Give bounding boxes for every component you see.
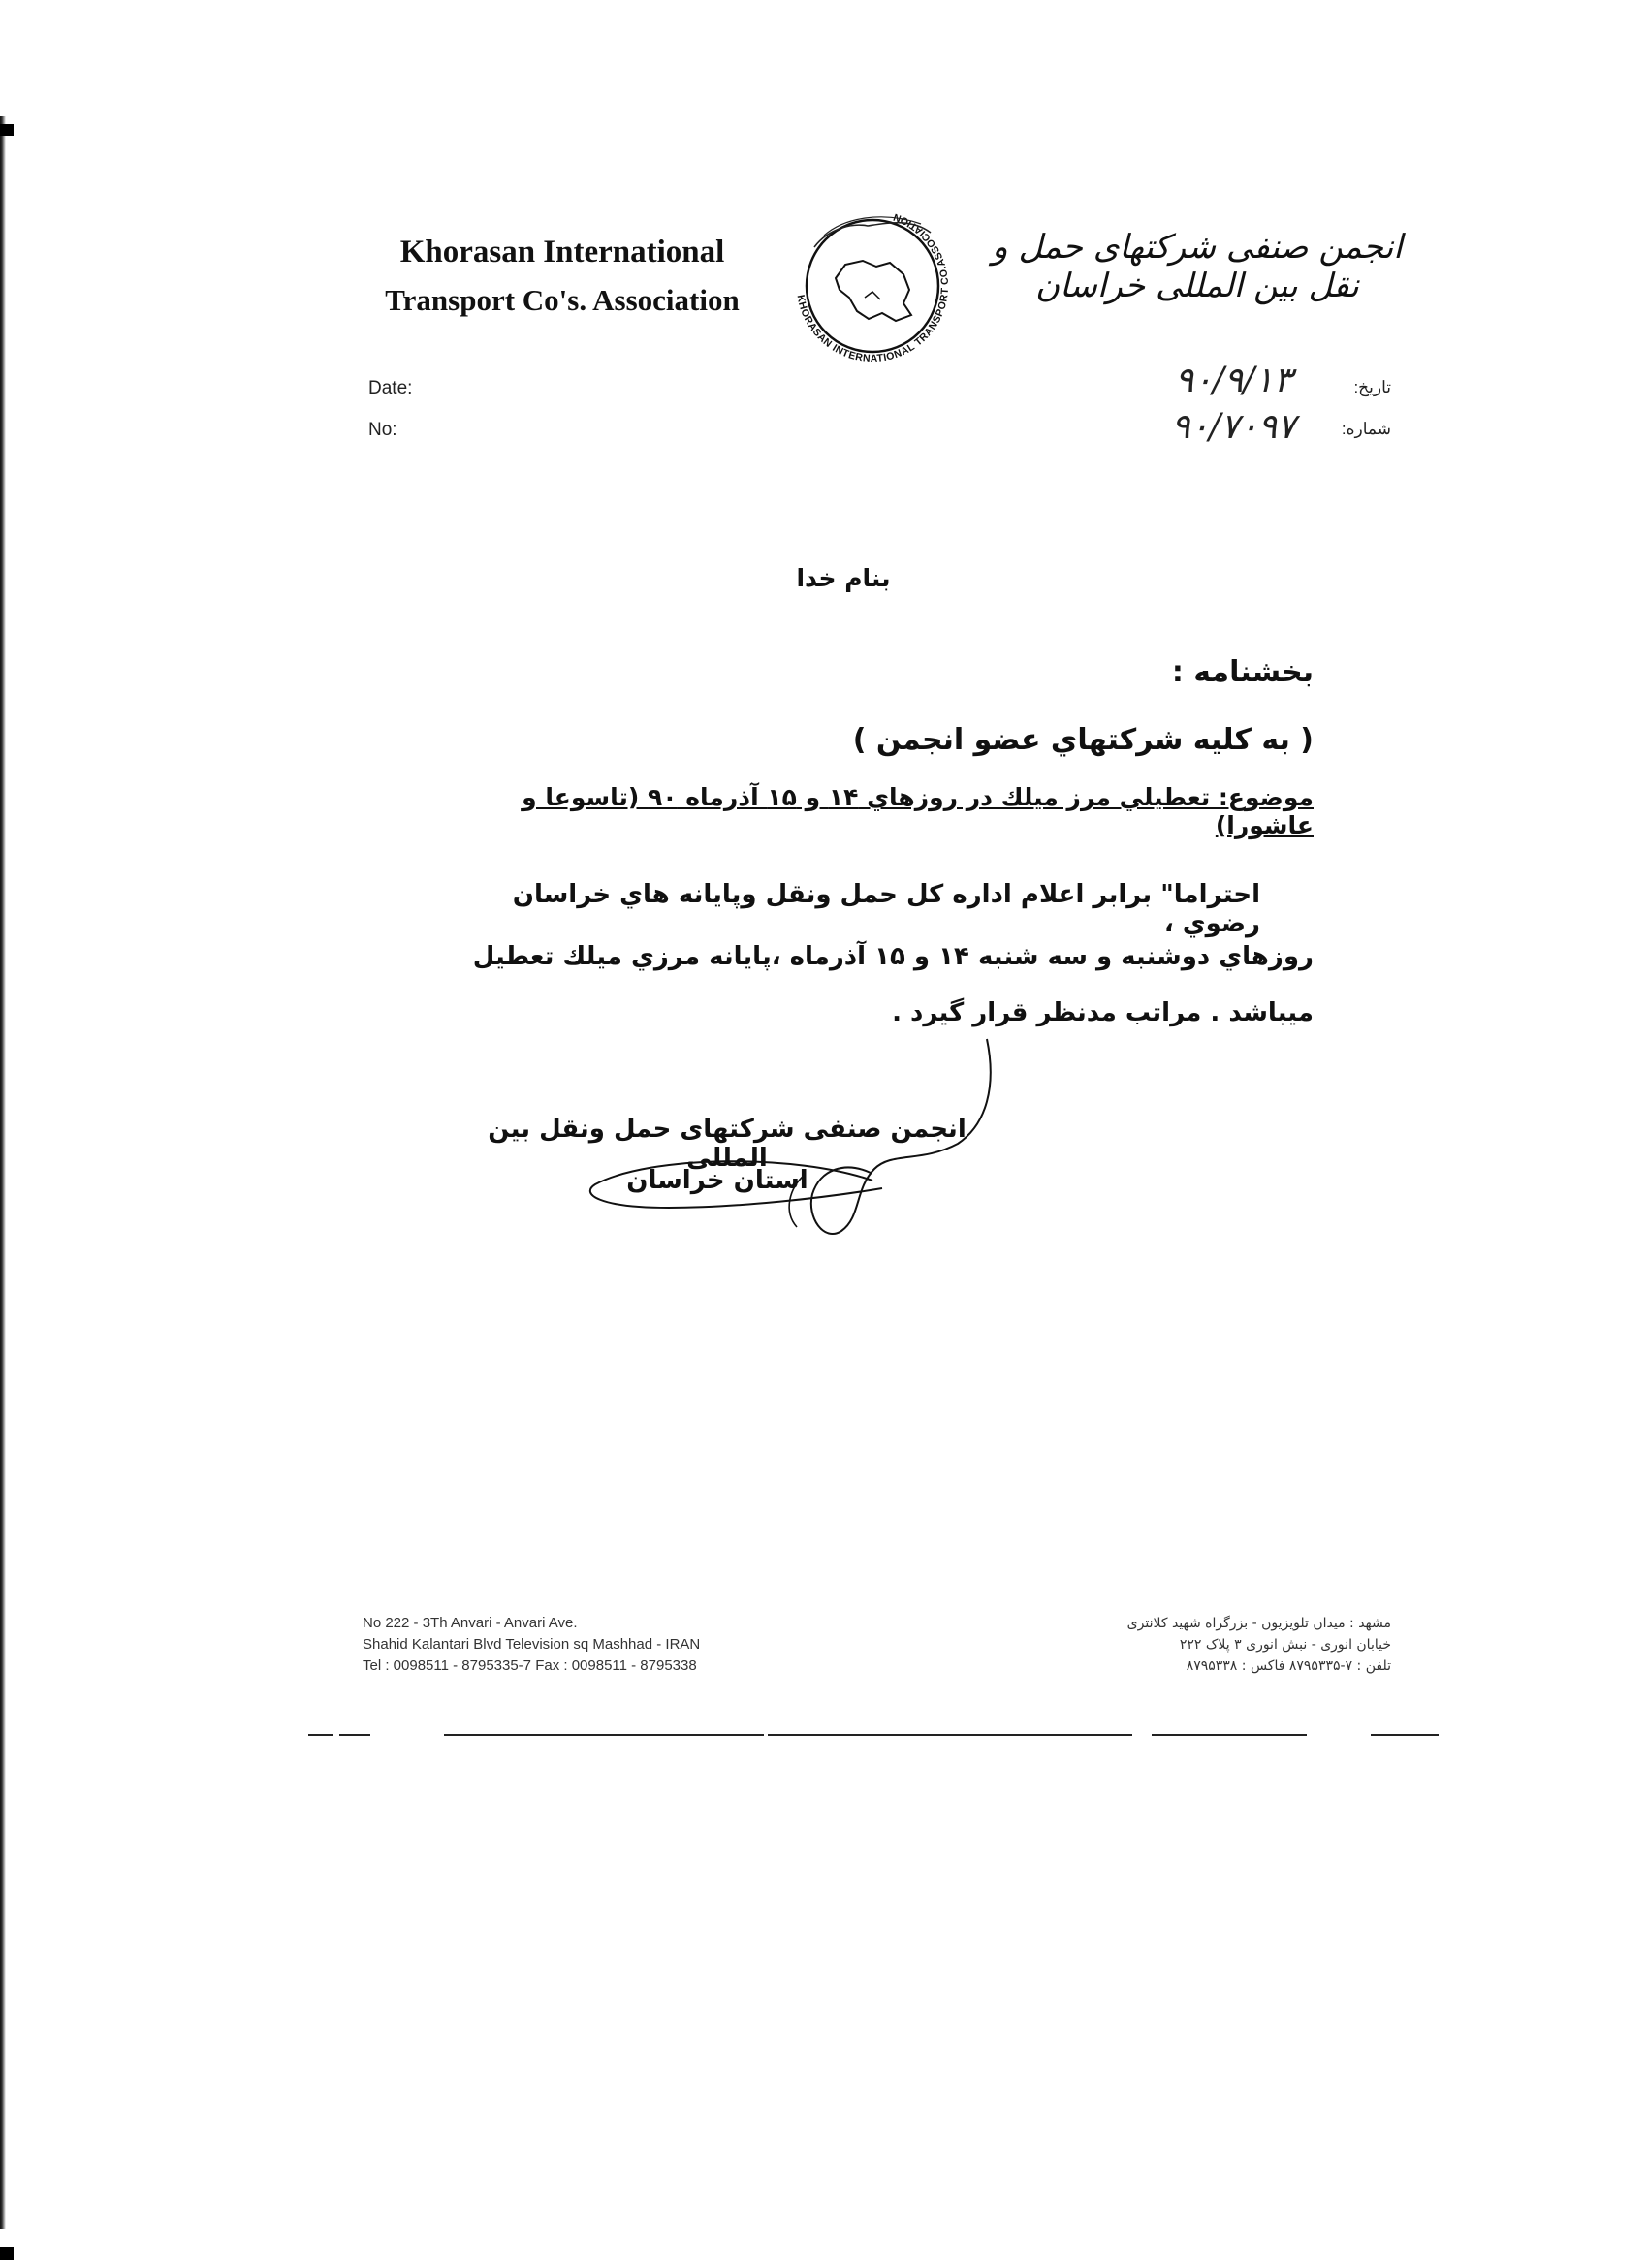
body-line-3: ميباشد . مراتب مدنظر قرار گيرد . xyxy=(892,998,1314,1027)
footer-rule-segment xyxy=(1152,1734,1307,1736)
signature-line-2: استان خراسان xyxy=(626,1166,808,1195)
footer-fa-line: تلفن : ۷-۸۷۹۵۳۳۵ فاکس : ۸۷۹۵۳۳۸ xyxy=(1186,1658,1391,1674)
footer-rule-segment xyxy=(1371,1734,1439,1736)
date-value-handwritten: ۹۰/۹/۱۳ xyxy=(1175,361,1292,400)
body-line-1: احتراما" برابر اعلام اداره كل حمل ونقل وپايانه هاي خراسان رضوي ، xyxy=(512,880,1260,938)
handwritten-signature xyxy=(582,1027,998,1250)
subject-line: موضوع: تعطيلي مرز ميلك در روزهاي ۱۴ و ۱۵ آذرماه ۹۰ (تاسوعا و عاشورا) xyxy=(522,783,1314,839)
scan-mark xyxy=(0,2247,14,2260)
number-value-handwritten: ۹۰/۷۰۹۷ xyxy=(1171,407,1296,447)
footer-rule-segment xyxy=(768,1734,1132,1736)
date-label-fa: تاريخ: xyxy=(1353,378,1391,396)
date-label-en: Date: xyxy=(368,378,413,398)
scan-mark xyxy=(0,124,14,136)
signature-line-1: انجمن صنفی شرکتهای حمل ونقل بین المللی xyxy=(488,1115,967,1173)
body-line-2: روزهاي دوشنبه و سه شنبه ۱۴ و ۱۵ آذرماه ،پايانه مرزي ميلك تعطيل xyxy=(472,942,1314,971)
letterhead-en-line1: Khorasan International xyxy=(399,235,725,269)
association-seal-logo xyxy=(776,189,969,383)
footer-address-en xyxy=(363,1613,789,1677)
invocation: بنام خدا xyxy=(796,564,891,592)
seal-ring-text: KHORASAN INTERNATIONAL TRANSPORT CO.ASSOCIATION xyxy=(794,210,952,365)
footer-address-fa xyxy=(1008,1613,1391,1677)
letterhead-en-line2: Transport Co's. Association xyxy=(385,283,740,317)
scan-edge xyxy=(0,116,6,2229)
footer-fa-line: مشهد : میدان تلویزیون - بزرگراه شهید کلانتری xyxy=(1126,1616,1391,1631)
no-label-en: No: xyxy=(368,420,397,440)
recipients-line: ( به كليه شركتهاي عضو انجمن ) xyxy=(852,723,1314,757)
circular-heading: بخشنامه : xyxy=(1171,655,1314,689)
svg-text:KHORASAN INTERNATIONAL TRANSPO xyxy=(795,210,952,364)
footer-rule-segment xyxy=(308,1734,333,1736)
footer-fa-line: خیابان انوری - نبش انوری ۳ پلاک ۲۲۲ xyxy=(1179,1637,1391,1653)
footer-en-line: Tel : 0098511 - 8795335-7 Fax : 0098511 - 8795338 xyxy=(363,1657,697,1674)
footer-en-line: Shahid Kalantari Blvd Television sq Mashhad - IRAN xyxy=(363,1636,701,1653)
footer-en-line: No 222 - 3Th Anvari - Anvari Ave. xyxy=(363,1615,578,1631)
footer-rule-segment xyxy=(339,1734,370,1736)
letterhead-fa-name: انجمن صنفی شرکتهای حمل و نقل بین المللی خراسان xyxy=(992,228,1403,305)
footer-rule-segment xyxy=(444,1734,764,1736)
no-label-fa: شماره: xyxy=(1341,420,1391,438)
